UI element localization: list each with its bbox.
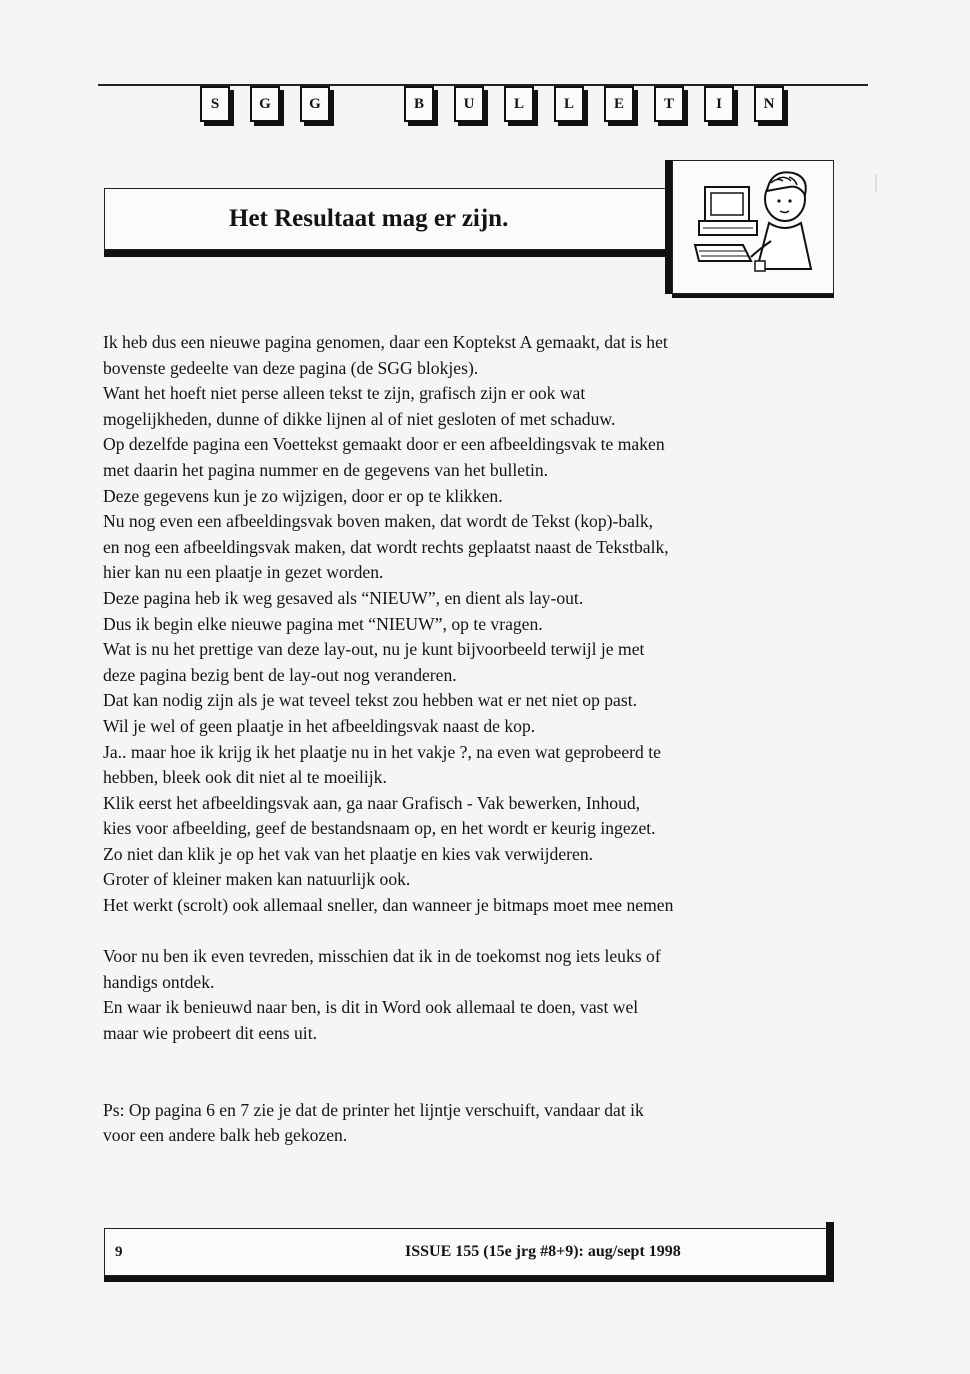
- text-line: Voor nu ben ik even tevreden, misschien dat ik in de toekomst nog iets leuks of: [103, 946, 661, 967]
- text-line: Dat kan nodig zijn als je wat teveel tekst zou hebben wat er net niet op past.: [103, 690, 637, 711]
- ps-line: voor een andere balk heb gekozen.: [103, 1125, 348, 1146]
- text-line: Deze gegevens kun je zo wijzigen, door er op te klikken.: [103, 485, 503, 506]
- text-line: hier kan nu een plaatje in gezet worden.: [103, 562, 384, 583]
- header-letter: L: [554, 86, 584, 122]
- clipart-frame: [672, 160, 834, 294]
- header-letter: N: [754, 86, 784, 122]
- header-letter: I: [704, 86, 734, 122]
- text-line: Wat is nu het prettige van deze lay-out, nu je kunt bijvoorbeeld terwijl je met: [103, 639, 645, 660]
- text-line: Op dezelfde pagina een Voettekst gemaakt door er een afbeeldingsvak te maken: [103, 434, 665, 455]
- header-letter: S: [200, 86, 230, 122]
- text-line: Zo niet dan klik je op het vak van het plaatje en kies vak verwijderen.: [103, 843, 594, 864]
- footer-bar: [104, 1228, 834, 1276]
- text-line: Groter of kleiner maken kan natuurlijk ook.: [103, 869, 411, 890]
- text-line: Wil je wel of geen plaatje in het afbeeldingsvak naast de kop.: [103, 715, 536, 736]
- text-line: Dus ik begin elke nieuwe pagina met “NIEUW”, op te vragen.: [103, 613, 543, 634]
- issue-info: ISSUE 155 (15e jrg #8+9): aug/sept 1998: [405, 1243, 681, 1260]
- text-line: met daarin het pagina nummer en de gegevens van het bulletin.: [103, 459, 549, 480]
- text-line: Nu nog even een afbeeldingsvak boven maken, dat wordt de Tekst (kop)-balk,: [103, 511, 654, 532]
- woman-at-computer-icon: [673, 161, 833, 293]
- text-line: bovenste gedeelte van deze pagina (de SGG blokjes).: [103, 357, 479, 378]
- header-letter: L: [504, 86, 534, 122]
- text-line: Ik heb dus een nieuwe pagina genomen, daar een Koptekst A gemaakt, dat is het: [103, 332, 668, 352]
- text-line: Het werkt (scrolt) ook allemaal sneller, dan wanneer je bitmaps moet mee nemen: [103, 895, 674, 916]
- page-title: Het Resultaat mag er zijn.: [229, 205, 509, 232]
- header-letter: G: [300, 86, 330, 122]
- text-line: Want het hoeft niet perse alleen tekst te zijn, grafisch zijn er ook wat: [103, 383, 586, 404]
- page-number: 9: [115, 1243, 123, 1260]
- text-line: Ja.. maar hoe ik krijg ik het plaatje nu in het vakje ?, na even wat geprobeerd te: [103, 741, 661, 762]
- text-line: handigs ontdek.: [103, 971, 215, 992]
- text-line: Deze pagina heb ik weg gesaved als “NIEUW”, en dient als lay-out.: [103, 587, 584, 608]
- footer-shadow-bar: [826, 1222, 834, 1280]
- header-letter: U: [454, 86, 484, 122]
- bleed-through-decoration: │: [872, 175, 882, 192]
- text-line: deze pagina bezig bent de lay-out nog veranderen.: [103, 664, 457, 685]
- header-letter: T: [654, 86, 684, 122]
- text-line: mogelijkheden, dunne of dikke lijnen al of niet gesloten of met schaduw.: [103, 408, 616, 429]
- header-letter: G: [250, 86, 280, 122]
- article-body: [103, 330, 863, 1149]
- text-line: hebben, bleek ook dit niet al te moeilijk.: [103, 767, 387, 788]
- text-line: kies voor afbeelding, geef de bestandsnaam op, en het wordt er keurig ingezet.: [103, 818, 656, 839]
- header-letter: B: [404, 86, 434, 122]
- text-line: Klik eerst het afbeeldingsvak aan, ga naar Grafisch - Vak bewerken, Inhoud,: [103, 792, 641, 813]
- text-line: maar wie probeert dit eens uit.: [103, 1023, 317, 1044]
- title-bar: [104, 188, 666, 250]
- header-letter: E: [604, 86, 634, 122]
- text-line: En waar ik benieuwd naar ben, is dit in Word ook allemaal te doen, vast wel: [103, 997, 639, 1018]
- text-line: en nog een afbeeldingsvak maken, dat wordt rechts geplaatst naast de Tekstbalk,: [103, 536, 669, 557]
- ps-line: Ps: Op pagina 6 en 7 zie je dat de printer het lijntje verschuift, vandaar dat ik: [103, 1099, 644, 1120]
